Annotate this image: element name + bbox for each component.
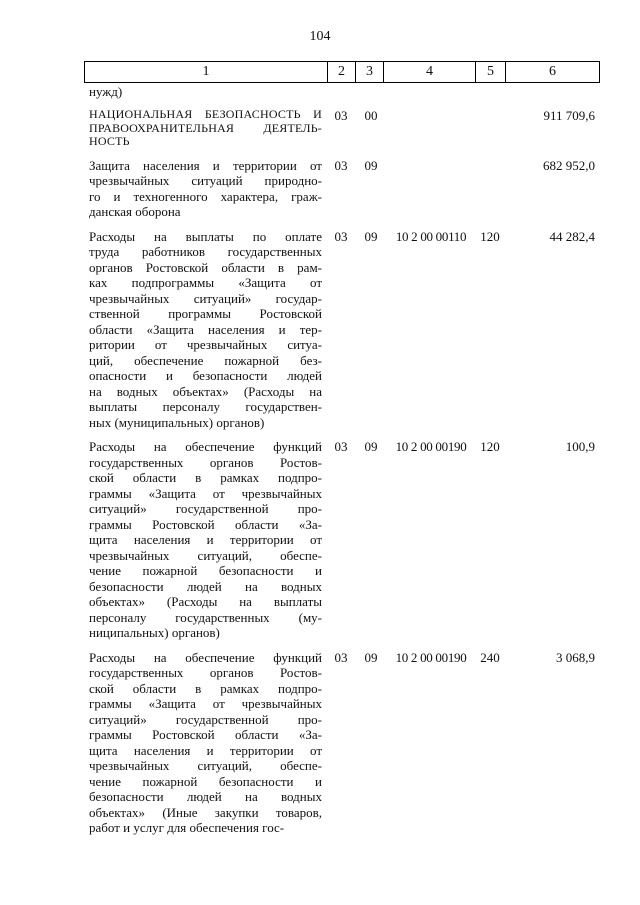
description-line: чрезвычайных ситуаций, обеспе- <box>89 547 322 563</box>
description-line: граммы Ростовской области «За- <box>89 516 322 532</box>
header-col-4: 4 <box>384 62 476 82</box>
subsection-code: 09 <box>364 649 378 665</box>
header-col-3: 3 <box>356 62 384 82</box>
target-article-code: 10 2 00 00190 <box>395 649 467 665</box>
target-article-code <box>387 108 475 149</box>
expense-type-code: 120 <box>480 228 500 244</box>
description-line: граммы «Защита от чрезвычайных <box>89 696 322 711</box>
description-line: органов Ростовской области в рам- <box>89 259 322 275</box>
description-line: ритории от чрезвычайных ситуа- <box>89 337 322 352</box>
description-line: ПРАВООХРАНИТЕЛЬНАЯ ДЕЯТЕЛЬ- <box>89 120 322 135</box>
description-line: Защита населения и территории от <box>89 157 322 173</box>
description-line: чение пожарной безопасности и <box>89 563 322 578</box>
description-line: ных (муниципальных) органов) <box>89 414 265 430</box>
description-line: ственной программы Ростовской <box>89 306 322 321</box>
description-line: Расходы на обеспечение функций <box>89 649 322 665</box>
table-row <box>84 439 600 641</box>
amount: 100,9 <box>565 439 595 454</box>
description-line: безопасности людей на водных <box>89 789 322 804</box>
description-line: чение пожарной безопасности и <box>89 773 322 789</box>
table-row <box>84 108 600 149</box>
description-line: ситуаций» государственной про- <box>89 501 322 516</box>
row-description <box>84 650 327 836</box>
table-row <box>84 650 600 836</box>
subsection-code: 09 <box>364 439 378 454</box>
row-description <box>84 439 327 641</box>
description-line: чрезвычайных ситуаций, обеспе- <box>89 758 322 773</box>
subsection-code: 09 <box>364 157 378 173</box>
description-line: на водных объектах» (Расходы на <box>89 383 322 399</box>
description-line: НАЦИОНАЛЬНАЯ БЕЗОПАСНОСТЬ И <box>89 107 322 121</box>
page-number: 104 <box>309 29 331 44</box>
description-line: го и техногенного характера, граж- <box>89 188 322 204</box>
row-description <box>84 158 327 220</box>
description-line: ций, обеспечение пожарной без- <box>89 352 322 368</box>
section-code: 03 <box>334 157 348 173</box>
header-col-1: 1 <box>85 62 328 82</box>
description-line: ской области в рамках подпро- <box>89 470 322 485</box>
description-line: данская оборона <box>89 204 181 219</box>
header-col-6: 6 <box>549 64 556 79</box>
amount: 911 709,6 <box>543 108 595 123</box>
continuation-text: нужд) <box>89 84 123 99</box>
description-line: ской области в рамках подпро- <box>89 680 322 696</box>
description-line: ках подпрограммы «Защита от <box>89 275 322 290</box>
section-code: 03 <box>334 108 348 123</box>
expense-type-code <box>475 158 505 220</box>
table-body <box>84 108 600 845</box>
section-code: 03 <box>334 228 348 244</box>
description-line: опасности и безопасности людей <box>89 368 322 383</box>
description-line: НОСТЬ <box>89 134 130 148</box>
expense-type-code <box>475 108 505 149</box>
description-line: чрезвычайных ситуаций» государ- <box>89 290 322 306</box>
description-line: области «Защита населения и тер- <box>89 321 322 337</box>
table-header-row <box>84 61 600 83</box>
amount: 682 952,0 <box>543 157 595 173</box>
expense-type-code: 240 <box>480 649 500 665</box>
header-col-2: 2 <box>328 62 356 82</box>
description-line: объектах» (Иные закупки товаров, <box>89 804 322 820</box>
row-description <box>84 229 327 431</box>
table-row <box>84 229 600 431</box>
description-line: труда работников государственных <box>89 244 322 259</box>
description-line: ниципальных) органов) <box>89 625 220 640</box>
description-line: персоналу государственных (му- <box>89 609 322 625</box>
description-line: щита населения и территории от <box>89 742 322 758</box>
header-col-5: 5 <box>476 62 506 82</box>
amount: 3 068,9 <box>556 649 595 665</box>
description-line: безопасности людей на водных <box>89 578 322 594</box>
section-code: 03 <box>334 649 348 665</box>
row-description <box>84 108 327 149</box>
description-line: Расходы на выплаты по оплате <box>89 228 322 244</box>
subsection-code: 09 <box>364 228 378 244</box>
subsection-code: 00 <box>364 108 378 123</box>
description-line: чрезвычайных ситуаций природно- <box>89 173 322 188</box>
expense-type-code: 120 <box>480 439 500 454</box>
table-row <box>84 158 600 220</box>
description-line: выплаты персоналу государствен- <box>89 399 322 414</box>
description-line: объектах» (Расходы на выплаты <box>89 594 322 609</box>
description-line: щита населения и территории от <box>89 532 322 547</box>
section-code: 03 <box>334 439 348 454</box>
description-line: граммы Ростовской области «За- <box>89 727 322 742</box>
target-article-code: 10 2 00 00190 <box>395 439 467 454</box>
description-line: государственных органов Ростов- <box>89 665 322 680</box>
description-line: работ и услуг для обеспечения гос- <box>89 820 285 835</box>
description-line: государственных органов Ростов- <box>89 454 322 470</box>
target-article-code: 10 2 00 00110 <box>395 228 467 244</box>
description-line: ситуаций» государственной про- <box>89 711 322 727</box>
target-article-code <box>387 158 475 220</box>
description-line: граммы «Защита от чрезвычайных <box>89 485 322 501</box>
description-line: Расходы на обеспечение функций <box>89 439 322 454</box>
amount: 44 282,4 <box>549 228 595 244</box>
